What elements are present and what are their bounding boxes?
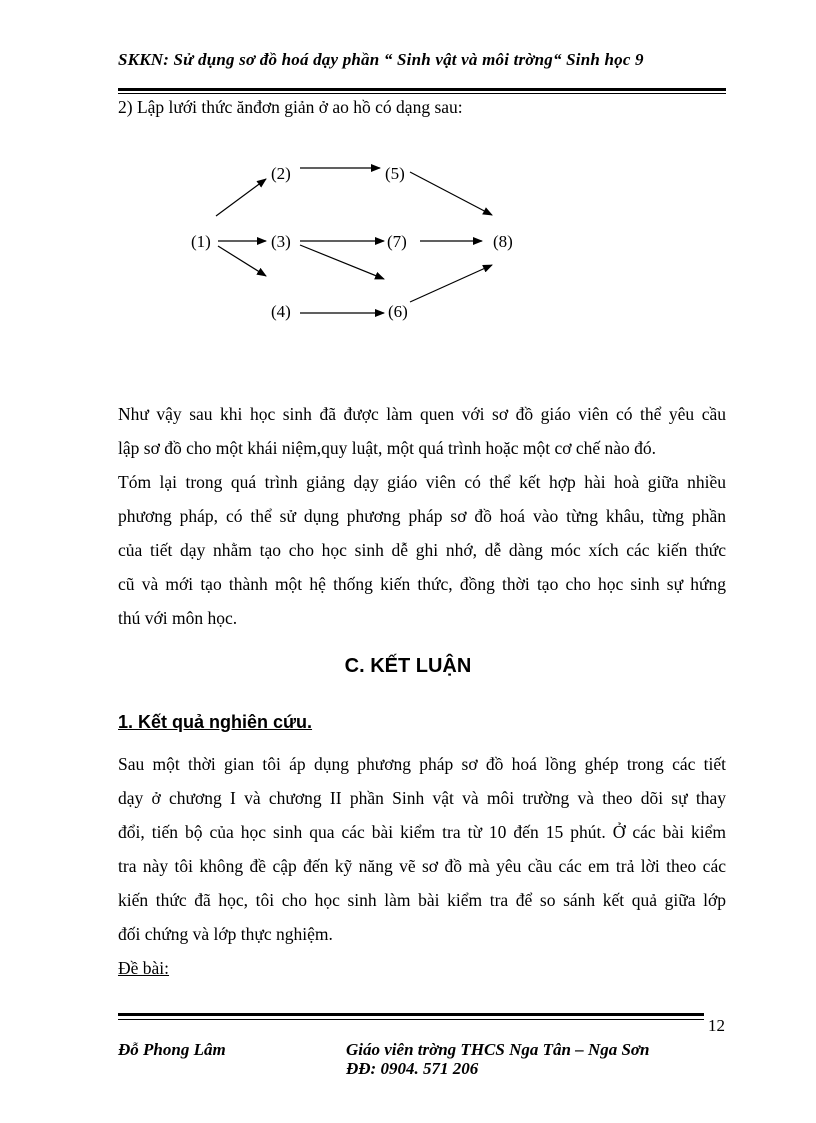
paragraph-line: Sau một thời gian tôi áp dụng phương pháp sơ đồ hoá lồng ghép trong các tiết	[118, 754, 726, 774]
paragraph-line: kiến thức đã học, tôi cho học sinh làm bài kiểm tra để so sánh kết quả giữa lớp	[118, 890, 726, 910]
footer-position: Giáo viên trờng THCS Nga Tân – Nga Sơn	[346, 1040, 650, 1059]
food-web-arrows	[0, 0, 816, 400]
paragraph-line: thú với môn học.	[118, 608, 238, 628]
footer-phone: ĐĐ: 0904. 571 206	[346, 1059, 479, 1078]
node-4: (4)	[271, 302, 291, 321]
node-3: (3)	[271, 232, 291, 251]
paragraph-line: tra này tôi không đề cập đến kỹ năng vẽ sơ đồ mà yêu cầu các em trả lời theo các	[118, 856, 726, 876]
intro-line: 2) Lập lưới thức ănđơn giản ở ao hồ có dạng sau:	[118, 97, 463, 117]
footer-rule-thick	[118, 1013, 704, 1016]
node-7: (7)	[387, 232, 407, 251]
footer-info	[346, 1040, 650, 1078]
arrow-1-to-2	[216, 179, 266, 216]
node-8: (8)	[493, 232, 513, 251]
arrow-5-to-8	[410, 172, 492, 215]
arrow-6-to-8	[410, 265, 492, 302]
footer-rule-thin	[118, 1019, 704, 1020]
food-web-diagram	[0, 0, 816, 400]
arrow-3-to-6	[300, 245, 384, 279]
exam-label: Đề bài:	[118, 958, 170, 978]
paragraph-line: dạy ở chương I và chương II phần Sinh vật và môi trường và theo dõi sự thay	[118, 788, 726, 808]
arrow-1-to-4	[218, 246, 266, 276]
node-2: (2)	[271, 164, 291, 183]
paragraph-line: Như vậy sau khi học sinh đã được làm quen với sơ đồ giáo viên có thể yêu cầu	[118, 404, 726, 424]
paragraph-line: phương pháp, có thể sử dụng phương pháp sơ đồ hoá vào từng khâu, từng phần	[118, 506, 726, 526]
paragraph-line: đối chứng và lớp thực nghiệm.	[118, 924, 333, 944]
paragraph-line: đổi, tiến bộ của học sinh qua các bài kiểm tra từ 10 đến 15 phút. Ở các bài kiểm	[118, 822, 726, 842]
node-1: (1)	[191, 232, 211, 251]
section-title: C. KẾT LUẬN	[344, 655, 472, 677]
page-number: 12	[708, 1016, 725, 1035]
node-6: (6)	[388, 302, 408, 321]
node-5: (5)	[385, 164, 405, 183]
subheading-research-results: 1. Kết quả nghiên cứu.	[118, 712, 313, 732]
footer-author: Đỗ Phong Lâm	[118, 1040, 226, 1059]
paragraph-line: của tiết dạy nhằm tạo cho học sinh dễ ghi nhớ, dễ dàng móc xích các kiến thức	[118, 540, 726, 560]
paragraph-line: lập sơ đồ cho một khái niệm,quy luật, một quá trình hoặc một cơ chế nào đó.	[118, 438, 657, 458]
paragraph-line: cũ và mới tạo thành một hệ thống kiến thức, đồng thời tạo cho học sinh sự hứng	[118, 574, 726, 594]
paragraph-line: Tóm lại trong quá trình giảng dạy giáo viên có thể kết hợp hài hoà giữa nhiều	[118, 472, 726, 492]
document-header-title: SKKN: Sử dụng sơ đồ hoá dạy phần “ Sinh vật và môi trờng“ Sinh học 9	[118, 50, 644, 69]
